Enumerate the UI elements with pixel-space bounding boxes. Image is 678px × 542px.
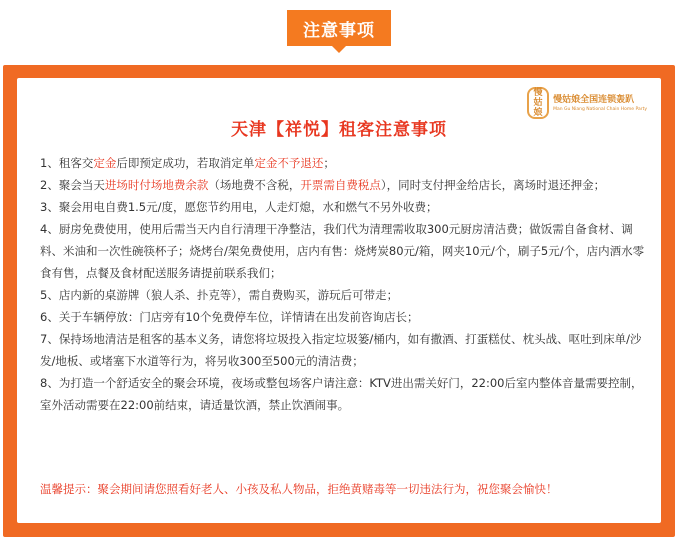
section-header-tab xyxy=(287,10,391,46)
notice-list xyxy=(40,152,646,416)
notice-highlight: 开票需自费税点 xyxy=(300,178,381,192)
notice-item xyxy=(40,306,646,328)
notice-highlight: 定金 xyxy=(93,156,117,170)
notice-text: 1、租客交 xyxy=(40,156,94,170)
notice-item xyxy=(40,328,646,372)
notice-text: 7、保持场地清洁是租客的基本义务，请您将垃圾投入指定垃圾篓/桶内，如有撒酒、打蛋糕仗、枕头战、呕吐到床单/沙发/地板、或堵塞下水道等行为，将另收300至500元的清洁费； xyxy=(40,332,642,368)
brand-logo-icon: 慢姑娘 xyxy=(527,87,549,119)
notice-text: 6、关于车辆停放：门店旁有10个免费停车位，详情请在出发前咨询店长； xyxy=(40,310,419,324)
brand-name-cn: 慢姑娘全国连锁轰趴 xyxy=(553,94,635,105)
notice-text: 后即预定成功，若取消定单 xyxy=(116,156,255,170)
notice-text: 3、聚会用电自费1.5元/度，愿您节约用电，人走灯熄，水和燃气不另外收费； xyxy=(40,200,438,214)
notice-title: 天津【祥悦】租客注意事项 xyxy=(231,120,447,140)
notice-highlight: 进场时付场地费余款 xyxy=(104,178,209,192)
notice-item xyxy=(40,284,646,306)
notice-text: （场地费不含税， xyxy=(208,178,301,192)
notice-text: 8、为打造一个舒适安全的聚会环境，夜场或整包场客户请注意：KTV进出需关好门，22:00后室内整体音量需要控制，室外活动需要在22:00前结束，请适量饮酒，禁止饮酒闹事。 xyxy=(40,376,643,412)
notice-item xyxy=(40,196,646,218)
brand-logo-text xyxy=(553,94,647,113)
notice-item xyxy=(40,152,646,174)
notice-text: 2、聚会当天 xyxy=(40,178,105,192)
notice-text: ； xyxy=(323,156,335,170)
notice-text: 4、厨房免费使用，使用后需当天内自行清理干净整洁，我们代为清理需收取300元厨房清洁费；做饭需自备食材、调料、米油和一次性碗筷杯子；烧烤台/架免费使用，店内有售：烧烤炭80元/箱，网夹10元/个，刷子5元/个，店内酒水零食有售，点餐及食材配送服务请提前联系我们； xyxy=(40,222,645,280)
warm-tip: 温馨提示：聚会期间请您照看好老人、小孩及私人物品，拒绝黄赌毒等一切违法行为，祝您聚会愉快！ xyxy=(40,482,558,496)
notice-highlight: 定金不予退还 xyxy=(254,156,324,170)
notice-item xyxy=(40,174,646,196)
header-tab-label: 注意事项 xyxy=(303,20,375,41)
notice-text: ），同时支付押金给店长，离场时退还押金； xyxy=(380,178,606,192)
notice-item xyxy=(40,372,646,416)
notice-item xyxy=(40,218,646,284)
brand-name-en: Man Gu Niang National Chain Home Party xyxy=(553,106,647,112)
notice-card xyxy=(17,78,661,523)
notice-text: 5、店内新的桌游牌（狼人杀、扑克等），需自费购买，游玩后可带走； xyxy=(40,288,399,302)
